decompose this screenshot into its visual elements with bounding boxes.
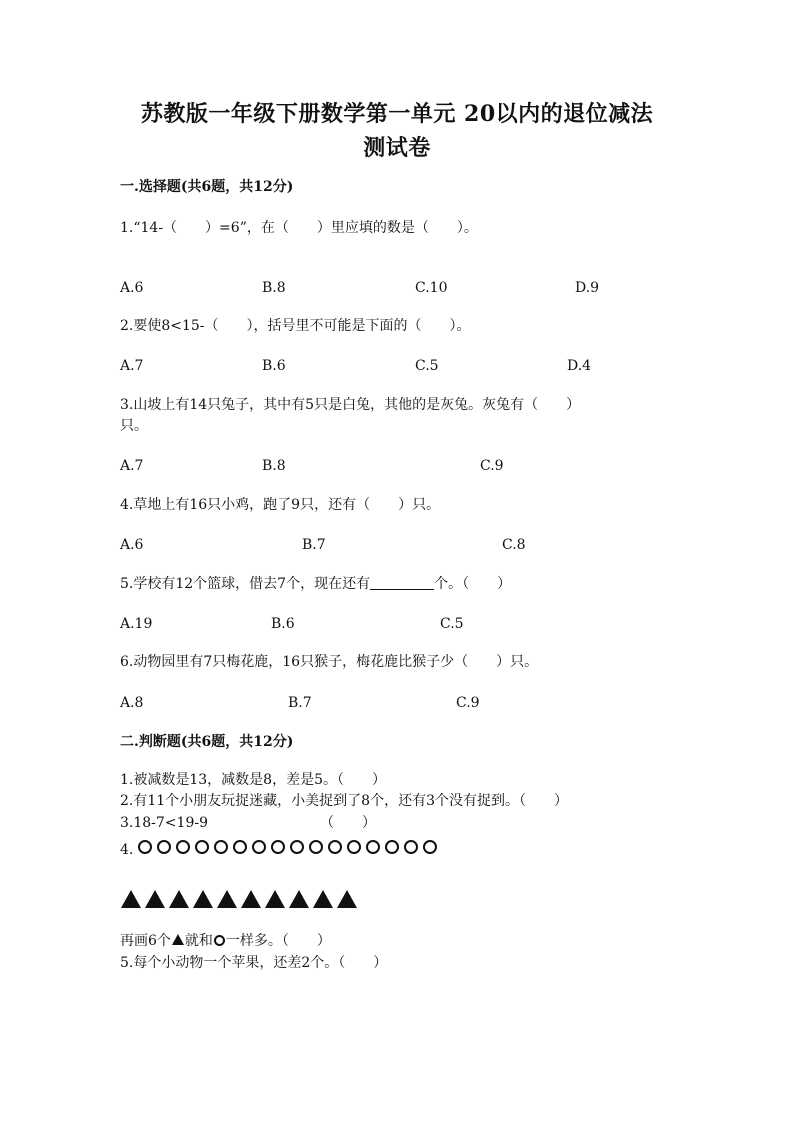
q4-text-c: 一样多。（ ）	[225, 933, 331, 949]
triangle-icon	[172, 934, 184, 945]
judge-q3-paren: （ ）	[320, 815, 376, 831]
circle-icon	[214, 935, 225, 946]
q1-option-a: A.6	[120, 280, 144, 296]
judge-question-1: 1.被减数是13，减数是8，差是5。（ ）	[120, 772, 386, 788]
q2-option-d: D.4	[567, 358, 592, 374]
circle-shape	[271, 840, 285, 854]
q4-option-a: A.6	[120, 537, 144, 553]
q2-option-c: C.5	[415, 358, 439, 374]
circle-shape	[366, 840, 380, 854]
q6-option-b: B.7	[288, 695, 312, 711]
triangle-shape	[289, 890, 309, 908]
triangle-shape	[145, 890, 165, 908]
judge-q3-expression: 3.18-7<19-9	[120, 815, 208, 831]
q4-text-a: 再画6个	[120, 933, 171, 949]
circle-shape	[138, 840, 152, 854]
circle-shape	[385, 840, 399, 854]
judge-question-5: 5.每个小动物一个苹果，还差2个。（ ）	[120, 955, 388, 971]
page-title: 苏教版一年级下册数学第一单元 20以内的退位减法	[140, 101, 654, 127]
triangle-shape	[217, 890, 237, 908]
question-3-line1: 3.山坡上有14只兔子，其中有5只是白兔，其他的是灰兔。灰兔有（ ）	[120, 397, 581, 413]
q4-option-c: C.8	[502, 537, 526, 553]
circle-shape	[195, 840, 209, 854]
circle-shape	[214, 840, 228, 854]
triangle-shape	[265, 890, 285, 908]
section1-heading: 一.选择题(共6题，共12分)	[120, 179, 294, 195]
q4-text-b: 就和	[184, 933, 213, 949]
circle-shape	[347, 840, 361, 854]
circle-shape	[309, 840, 323, 854]
q6-option-c: C.9	[456, 695, 480, 711]
triangle-row	[121, 890, 357, 908]
q5-answer-blank	[370, 575, 434, 590]
question-1: 1.“14-（ ）=6”，在（ ）里应填的数是（ ）。	[120, 220, 478, 236]
q5-option-c: C.5	[440, 616, 464, 632]
triangle-shape	[241, 890, 261, 908]
q5-option-a: A.19	[120, 616, 153, 632]
circle-shape	[328, 840, 342, 854]
judge-question-3	[120, 814, 208, 832]
question-4: 4.草地上有16只小鸡，跑了9只，还有（ ）只。	[120, 497, 441, 513]
q2-option-a: A.7	[120, 358, 144, 374]
triangle-shape	[121, 890, 141, 908]
q5-text-after: 个。（ ）	[434, 576, 512, 592]
page-subtitle: 测试卷	[363, 135, 431, 161]
judge-question-2: 2.有11个小朋友玩捉迷藏，小美捉到了8个，还有3个没有捉到。（ ）	[120, 793, 568, 809]
question-3-line2: 只。	[120, 418, 148, 434]
circle-shape	[233, 840, 247, 854]
triangle-shape	[193, 890, 213, 908]
q2-option-b: B.6	[262, 358, 286, 374]
circle-shape	[252, 840, 266, 854]
triangle-shape	[313, 890, 333, 908]
q6-option-a: A.8	[120, 695, 144, 711]
judge-q4-label: 4.	[120, 842, 134, 858]
question-5	[120, 575, 511, 593]
question-2: 2.要使8<15-（ ），括号里不可能是下面的（ ）。	[120, 318, 471, 334]
triangle-shape	[337, 890, 357, 908]
circle-shape	[290, 840, 304, 854]
circle-shape	[404, 840, 418, 854]
q1-option-d: D.9	[575, 280, 600, 296]
triangle-shape	[169, 890, 189, 908]
circle-row	[138, 840, 437, 854]
q3-option-c: C.9	[480, 458, 504, 474]
q1-option-b: B.8	[262, 280, 286, 296]
judge-q4-text	[120, 932, 331, 950]
q3-option-b: B.8	[262, 458, 286, 474]
q3-option-a: A.7	[120, 458, 144, 474]
q5-text-before: 5.学校有12个篮球，借去7个，现在还有	[120, 576, 371, 592]
circle-shape	[176, 840, 190, 854]
q1-option-c: C.10	[415, 280, 448, 296]
q4-option-b: B.7	[302, 537, 326, 553]
question-6: 6.动物园里有7只梅花鹿，16只猴子，梅花鹿比猴子少（ ）只。	[120, 654, 539, 670]
q5-option-b: B.6	[271, 616, 295, 632]
section2-heading: 二.判断题(共6题，共12分)	[120, 734, 294, 750]
circle-shape	[423, 840, 437, 854]
circle-shape	[157, 840, 171, 854]
